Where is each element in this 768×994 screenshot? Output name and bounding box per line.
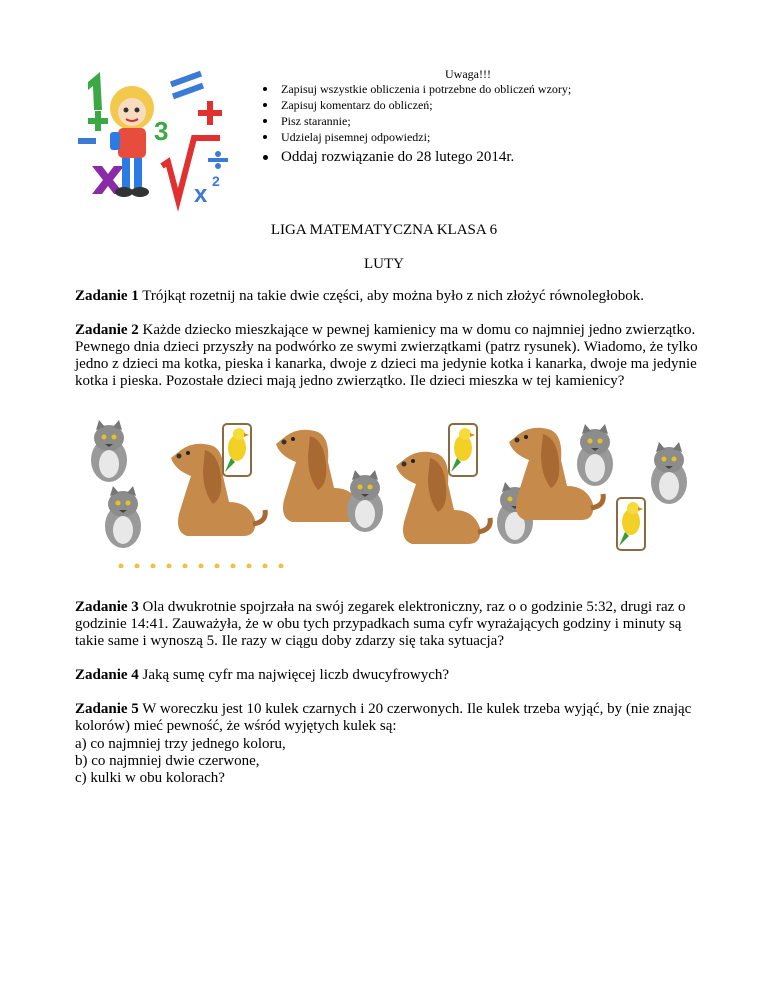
svg-text:x: x: [194, 181, 208, 208]
minus-sign-icon: [78, 138, 96, 144]
cat-icon: [91, 420, 127, 482]
task-text: Ola dwukrotnie spojrzała na swój zegarek elektroniczny, raz o o godzinie 5:32, drugi raz o godzinie 14:41. Zauważyła, że w obu tych przypadkach suma cyfr wyrażających godziny i minuty są takie same i wynoszą 5. Ile razy w ciągu doby zdarzy się taka sytuacja?: [75, 599, 686, 649]
animals-illustration: [75, 420, 697, 568]
rule-item: Zapisuj komentarz do obliczeń;: [263, 97, 571, 113]
cat-icon: [651, 442, 687, 504]
canary-icon: [223, 424, 251, 476]
cat-icon: [577, 424, 613, 486]
square-root-icon: [162, 138, 220, 200]
task-5: [75, 701, 705, 735]
rule-item: Udzielaj pisemnej odpowiedzi;: [263, 129, 571, 145]
task-text: Każde dziecko mieszkające w pewnej kamienicy ma w domu co najmniej jedno zwierzątko. Pewnego dnia dzieci przyszły na podwórko ze swymi zwierzątkami (patrz rysunek). Wiadomo, że tylko jedno z dzieci ma kotka, pieska i kanarka, dwoje z dzieci ma jedynie kotka i kanarka, dwoje ma jedynie kotka i pieska. Pozostałe dzieci mają jedno zwierzątko. Ile dzieci mieszka w tej kamienicy?: [75, 322, 698, 389]
math-kid-illustration: [70, 62, 236, 212]
division-sign-icon: [208, 151, 228, 169]
task-4: [75, 667, 705, 684]
cat-icon: [347, 470, 383, 532]
rule-item: Zapisuj wszystkie obliczenia i potrzebne do obliczeń wzory;: [263, 81, 571, 97]
task-3: [75, 599, 705, 650]
task-label: Zadanie 3: [75, 599, 139, 615]
task-label: Zadanie 2: [75, 322, 139, 338]
plus-red-icon: [198, 101, 222, 125]
plus-sign-icon: [88, 111, 108, 131]
task-1: [75, 288, 705, 305]
month-heading: LUTY: [364, 256, 404, 272]
svg-text:3: 3: [154, 116, 169, 146]
rule-item: Pisz starannie;: [263, 113, 571, 129]
task-5-option-a: a) co najmniej trzy jednego koloru,: [75, 736, 286, 752]
canary-icon: [617, 498, 645, 550]
rules-list: [263, 81, 571, 167]
svg-text:2: 2: [212, 173, 220, 189]
canary-icon: [449, 424, 477, 476]
task-label: Zadanie 1: [75, 288, 139, 304]
task-2: [75, 322, 705, 390]
task-text: Jaką sumę cyfr ma najwięcej liczb dwucyfrowych?: [138, 667, 450, 683]
cat-icon: [105, 486, 141, 548]
x-squared-icon: [194, 173, 220, 208]
task-text: Trójkąt rozetnij na takie dwie części, aby można było z nich złożyć równoległobok.: [138, 288, 645, 304]
equals-sign-icon: [170, 71, 204, 100]
deadline-item: Oddaj rozwiązanie do 28 lutego 2014r.: [263, 147, 571, 167]
task-label: Zadanie 4: [75, 667, 139, 683]
task-5-option-b: b) co najmniej dwie czerwone,: [75, 753, 260, 769]
document-title: LIGA MATEMATYCZNA KLASA 6: [270, 222, 498, 238]
task-label: Zadanie 5: [75, 701, 139, 717]
dotted-ground-decoration: [119, 564, 284, 569]
kid-figure-icon: [110, 86, 154, 197]
task-text: W woreczku jest 10 kulek czarnych i 20 czerwonych. Ile kulek trzeba wyjąć, by (nie znając kolorów) mieć pewność, że wśród wyjętych kulek są:: [75, 701, 692, 734]
task-5-option-c: c) kulki w obu kolorach?: [75, 770, 225, 786]
attention-heading: Uwaga!!!: [445, 67, 491, 81]
number-three-icon: [154, 116, 168, 146]
number-one-icon: [88, 72, 102, 110]
